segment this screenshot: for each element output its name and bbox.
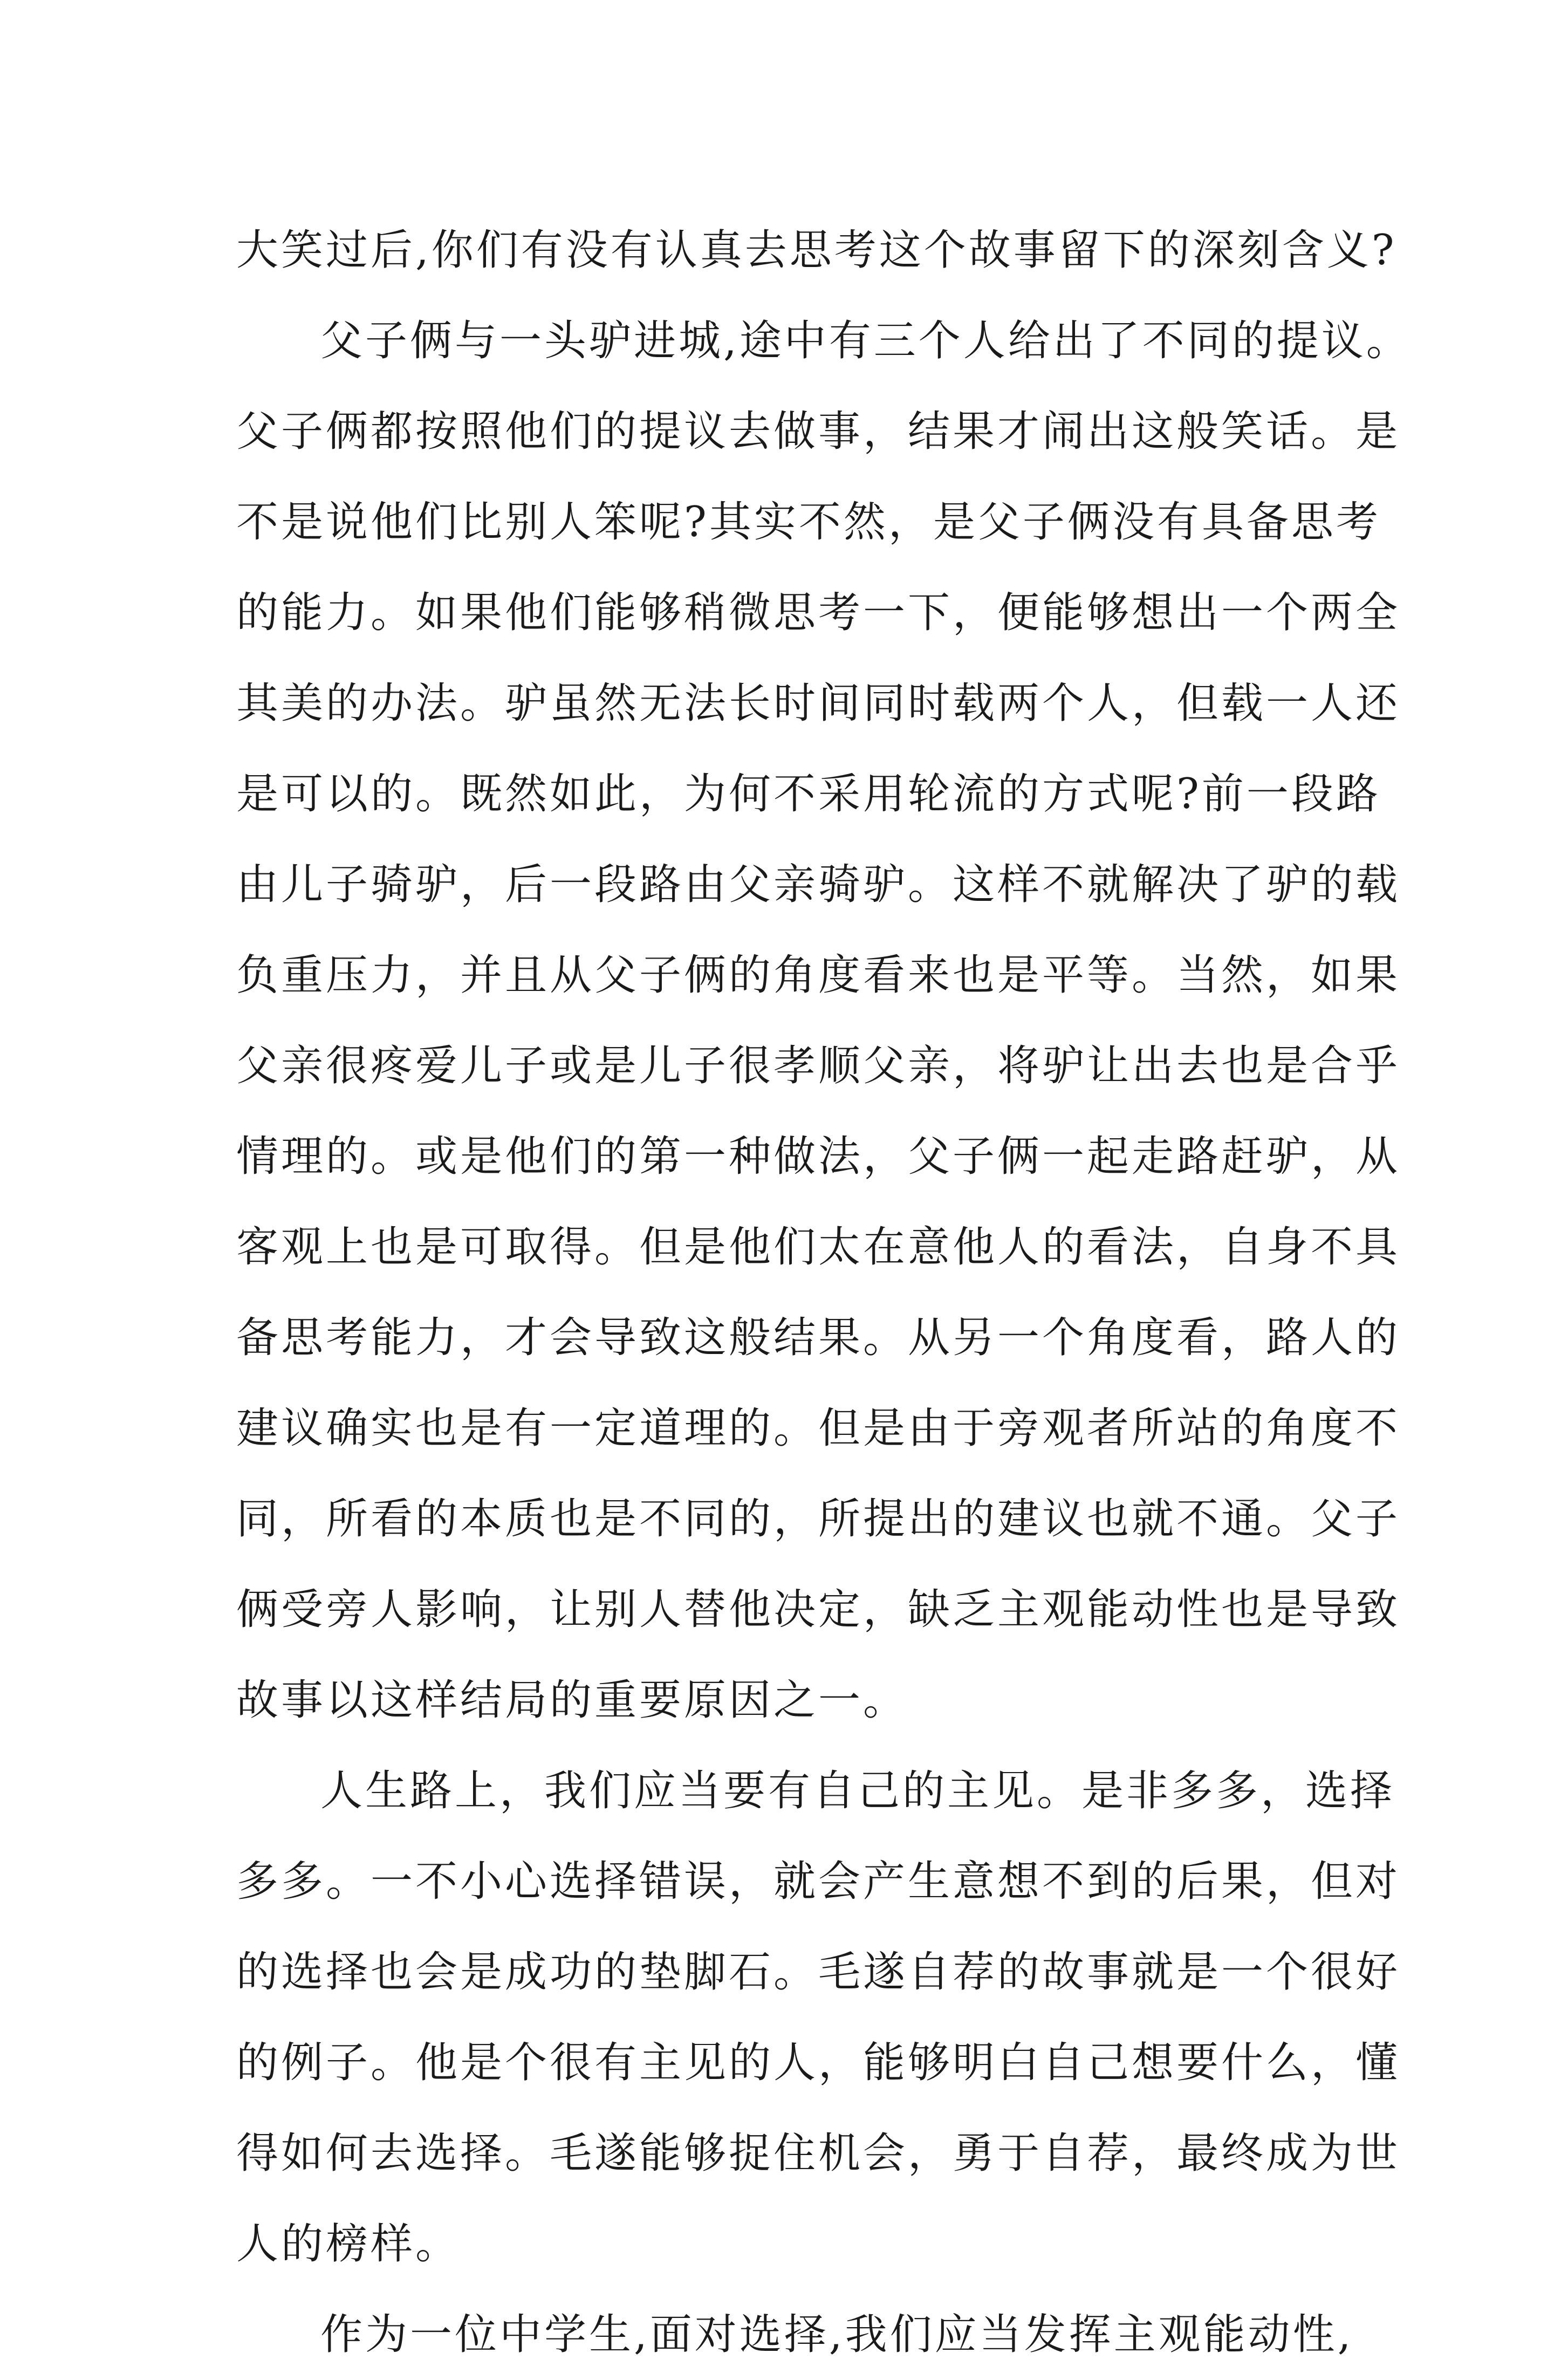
- text-line: 人的榜样。: [236, 2220, 461, 2268]
- text-line: 大笑过后,你们有没有认真去思考这个故事留下的深刻含义?: [236, 226, 1397, 275]
- text-line: 其美的办法。驴虽然无法长时间同时载两个人，但载一人还: [236, 679, 1401, 728]
- text-line: 同，所看的本质也是不同的，所提出的建议也就不通。父子: [236, 1495, 1401, 1543]
- text-line: 负重压力，并且从父子俩的角度看来也是平等。当然，如果: [236, 951, 1401, 1000]
- body-text: [236, 205, 1411, 2380]
- text-line: 故事以这样结局的重要原因之一。: [236, 1676, 908, 1725]
- text-line: 俩受旁人影响，让别人替他决定，缺乏主观能动性也是导致: [236, 1585, 1401, 1634]
- text-line: 情理的。或是他们的第一种做法，父子俩一起走路赶驴，从: [236, 1132, 1401, 1181]
- paragraph-first-line: 作为一位中学生,面对选择,我们应当发挥主观能动性,: [320, 2310, 1354, 2359]
- text-line: 父亲很疼爱儿子或是儿子很孝顺父亲，将驴让出去也是合乎: [236, 1042, 1401, 1090]
- text-line: 父子俩都按照他们的提议去做事，结果才闹出这般笑话。是: [236, 407, 1401, 456]
- text-line: 由儿子骑驴，后一段路由父亲骑驴。这样不就解决了驴的载: [236, 860, 1401, 909]
- paragraph-first-line: 父子俩与一头驴进城,途中有三个人给出了不同的提议。: [320, 317, 1411, 365]
- text-line: 备思考能力，才会导致这般结果。从另一个角度看，路人的: [236, 1314, 1401, 1362]
- text-line: 建议确实也是有一定道理的。但是由于旁观者所站的角度不: [236, 1404, 1401, 1453]
- text-line: 不是说他们比别人笨呢?其实不然，是父子俩没有具备思考: [236, 498, 1381, 546]
- text-line: 多多。一不小心选择错误，就会产生意想不到的后果，但对: [236, 1857, 1401, 1906]
- text-line: 的能力。如果他们能够稍微思考一下，便能够想出一个两全: [236, 589, 1401, 637]
- text-line: 的例子。他是个很有主见的人，能够明白自己想要什么，懂: [236, 2039, 1401, 2087]
- paragraph-first-line: 人生路上，我们应当要有自己的主见。是非多多，选择: [320, 1767, 1395, 1815]
- text-line: 是可以的。既然如此，为何不采用轮流的方式呢?前一段路: [236, 770, 1381, 818]
- text-line: 得如何去选择。毛遂能够捉住机会，勇于自荐，最终成为世: [236, 2129, 1401, 2178]
- text-line: 的选择也会是成功的垫脚石。毛遂自荐的故事就是一个很好: [236, 1948, 1401, 1996]
- text-line: 客观上也是可取得。但是他们太在意他人的看法，自身不具: [236, 1223, 1401, 1271]
